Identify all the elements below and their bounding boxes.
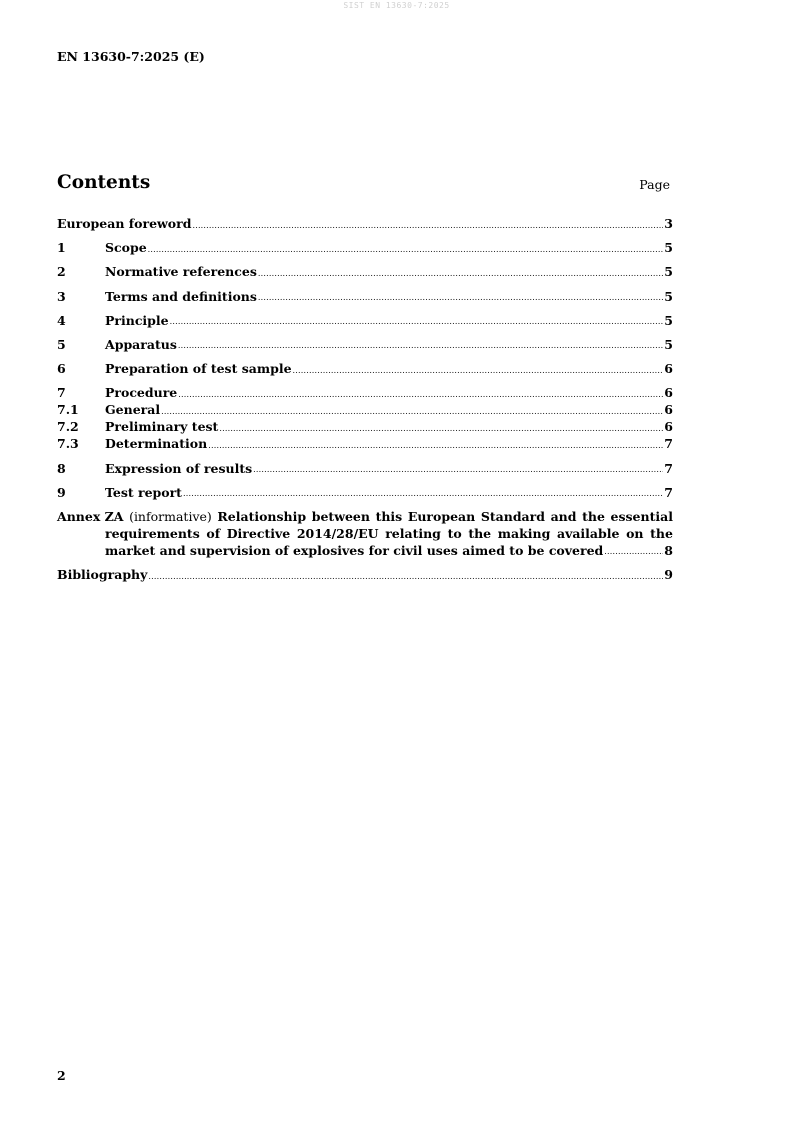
annex-word: essential	[610, 508, 673, 524]
toc-entry-page: 5	[664, 312, 673, 328]
toc-entry-annex-za[interactable]	[57, 508, 673, 559]
annex-label: Annex ZA	[57, 508, 124, 524]
toc-entry-number: 9	[57, 484, 66, 500]
annex-word: requirements	[105, 525, 200, 541]
annex-word: Standard	[480, 508, 545, 524]
toc-dot-leader	[192, 217, 663, 234]
toc-entry-number: 6	[57, 361, 66, 377]
toc-entry-number: 8	[57, 460, 66, 476]
toc-entry-title: Normative references	[105, 264, 257, 280]
toc-entry-number: 3	[57, 288, 66, 304]
toc-entry-number: 5	[57, 336, 66, 352]
toc-dot-leader	[604, 543, 663, 560]
toc-entry-page: 7	[664, 484, 673, 500]
toc-entry-number: 7.1	[57, 402, 79, 418]
toc-entry-page: 6	[664, 419, 673, 435]
annex-line-1	[57, 508, 673, 525]
annex-word: making	[497, 525, 551, 541]
toc-dot-leader	[219, 420, 663, 437]
toc-entry-title: General	[105, 402, 161, 418]
toc-entry[interactable]	[57, 401, 673, 418]
toc-dot-leader	[178, 386, 663, 403]
annex-word: this	[375, 508, 403, 524]
toc-entry[interactable]	[57, 384, 673, 401]
annex-word: Directive	[226, 525, 291, 541]
toc-entry-page: 5	[664, 288, 673, 304]
contents-title: Contents	[57, 172, 151, 193]
annex-word: the	[582, 508, 605, 524]
toc-entry-number: 7	[57, 385, 66, 401]
toc-entry-title: Preparation of test sample	[105, 361, 292, 377]
toc-entry-title: Apparatus	[105, 336, 177, 352]
toc-entry-page: 8	[664, 542, 673, 558]
annex-line-2	[57, 525, 673, 542]
document-id-header: EN 13630-7:2025 (E)	[57, 49, 205, 64]
toc-dot-leader	[183, 485, 663, 502]
toc-entry[interactable]	[57, 263, 673, 280]
toc-entry[interactable]	[57, 312, 673, 329]
annex-word: available	[556, 525, 620, 541]
toc-entry[interactable]	[57, 336, 673, 353]
toc-entry-page: 6	[664, 402, 673, 418]
page-number: 2	[57, 1068, 66, 1083]
toc-entry[interactable]	[57, 435, 673, 452]
toc-entry-number: 4	[57, 312, 66, 328]
annex-word: on	[626, 525, 644, 541]
annex-word: European	[407, 508, 476, 524]
annex-type: (informative)	[129, 508, 212, 524]
toc-entry-foreword[interactable]	[57, 215, 673, 232]
toc-entry-page: 5	[664, 336, 673, 352]
annex-word: to	[447, 525, 462, 541]
annex-word: and	[550, 508, 577, 524]
toc-entry-page: 6	[664, 385, 673, 401]
toc-entry-number: 7.3	[57, 436, 79, 452]
toc-dot-leader	[253, 461, 663, 478]
annex-line-3-text: market and supervision of explosives for civil uses aimed to be covered	[105, 542, 604, 558]
toc-entry[interactable]	[57, 288, 673, 305]
toc-entry-title: Preliminary test	[105, 419, 219, 435]
toc-entry[interactable]	[57, 460, 673, 477]
annex-word: Relationship	[217, 508, 307, 524]
toc-entry[interactable]	[57, 239, 673, 256]
toc-entry-page: 5	[664, 240, 673, 256]
page-column-label: Page	[639, 177, 670, 192]
toc-entry[interactable]	[57, 418, 673, 435]
toc-entry-number: 7.2	[57, 419, 79, 435]
table-of-contents	[57, 215, 673, 583]
toc-entry-page: 3	[664, 216, 673, 231]
toc-dot-leader	[170, 313, 664, 330]
toc-entry[interactable]	[57, 484, 673, 501]
toc-entry-number: 1	[57, 240, 66, 256]
toc-dot-leader	[208, 437, 663, 454]
toc-entry-title: Scope	[105, 240, 147, 256]
annex-word: the	[468, 525, 492, 541]
toc-entry-page: 9	[664, 567, 673, 583]
toc-dot-leader	[148, 241, 664, 258]
toc-entry-page: 7	[664, 436, 673, 452]
toc-dot-leader	[161, 403, 663, 420]
toc-entry-title: Terms and definitions	[105, 288, 257, 304]
annex-word: of	[206, 525, 221, 541]
annex-line-3	[57, 542, 673, 559]
toc-entry-page: 7	[664, 460, 673, 476]
toc-dot-leader	[258, 265, 663, 282]
annex-word: 2014/28/EU	[296, 525, 379, 541]
toc-entry-title: Test report	[105, 484, 182, 500]
toc-entry-title: Bibliography	[57, 567, 148, 583]
toc-dot-leader	[258, 289, 663, 306]
toc-entry-number: 2	[57, 264, 66, 280]
toc-entry-page: 6	[664, 361, 673, 377]
toc-entry-bibliography[interactable]	[57, 566, 673, 583]
watermark: SIST EN 13630-7:2025	[343, 1, 450, 10]
annex-word: between	[311, 508, 370, 524]
toc-entry[interactable]	[57, 360, 673, 377]
toc-entry-title: Principle	[105, 312, 169, 328]
toc-entry-title: European foreword	[57, 216, 192, 231]
toc-dot-leader	[148, 568, 663, 585]
toc-entry-title: Procedure	[105, 385, 178, 401]
toc-dot-leader	[178, 337, 663, 354]
toc-entry-page: 5	[664, 264, 673, 280]
toc-entry-title: Expression of results	[105, 460, 253, 476]
toc-dot-leader	[293, 362, 664, 379]
annex-word: the	[650, 525, 673, 541]
annex-word: relating	[385, 525, 441, 541]
toc-entry-title: Determination	[105, 436, 208, 452]
